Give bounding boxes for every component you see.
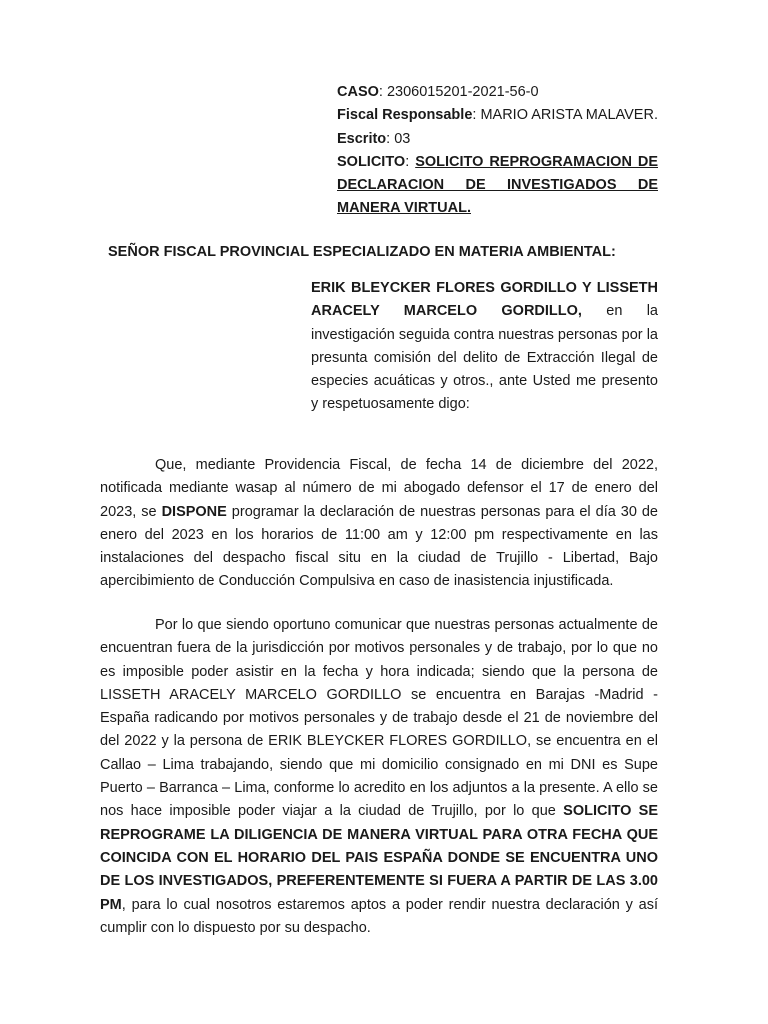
fiscal-value: : MARIO ARISTA MALAVER. bbox=[472, 107, 658, 124]
solicito-value: SOLICITO REPROGRAMACION DE DECLARACION DE INVESTIGADOS DE MANERA VIRTUAL. bbox=[337, 153, 658, 217]
petitioners-block bbox=[311, 277, 658, 417]
paragraph-1-text-a: Que, mediante Providencia Fiscal, de fecha 14 de diciembre del 2022, notificada mediante wasap al número de mi abogado defensor el 17 de enero del 2023, se bbox=[100, 457, 658, 520]
caso-label: CASO bbox=[337, 84, 379, 100]
paragraph-1 bbox=[100, 454, 658, 594]
escrito-label: Escrito bbox=[337, 130, 387, 147]
fiscal-label: Fiscal Responsable bbox=[337, 107, 473, 124]
paragraph-1-bold: DISPONE bbox=[161, 503, 227, 520]
case-header bbox=[337, 81, 658, 221]
caso-value: : 2306015201-2021-56-0 bbox=[378, 84, 539, 100]
solicito-line bbox=[337, 151, 658, 221]
paragraph-2-bold: SOLICITO SE REPROGRAME LA DILIGENCIA DE MANERA VIRTUAL PARA OTRA FECHA QUE COINCIDA CON EL HORARIO DEL PAIS ESPAÑA DONDE SE ENCUENTRA UNO DE LOS INVESTIGADOS, PREFERENTEMENTE SI FUERA A PARTIR DE LAS 3.00 PM bbox=[100, 803, 658, 913]
petitioner-names: ERIK BLEYCKER FLORES GORDILLO Y LISSETH ARACELY MARCELO GORDILLO, bbox=[311, 280, 658, 320]
paragraph-2 bbox=[100, 614, 658, 940]
paragraph-2-text-a: Por lo que siendo oportuno comunicar que nuestras personas actualmente de encuentran fuera de la jurisdicción por motivos personales y de trabajo, por lo que no es imposible poder asistir en la fecha y hora indicada; siendo que la persona de LISSETH ARACELY MARCELO GORDILLO se encuentra en Barajas -Madrid - España radicando por motivos personales y de trabajo desde el 21 de noviembre del del 2022 y la persona de ERIK BLEYCKER FLORES GORDILLO, se encuentra en el Callao – Lima trabajando, siendo que mi domicilio consignado en mi DNI es Supe Puerto – Barranca – Lima, conforme lo acredito en los adjuntos a la presente. A ello se nos hace imposible poder viajar a la ciudad de Trujillo, por lo que bbox=[100, 617, 658, 820]
escrito-line bbox=[337, 128, 658, 151]
petitioners-text: en la investigación seguida contra nuestras personas por la presunta comisión del delito de Extracción Ilegal de especies acuáticas y otros., ante Usted me presento y respetuosamente digo: bbox=[311, 303, 658, 413]
paragraph-2-text-b: , para lo cual nosotros estaremos aptos a poder rendir nuestra declaración y así cumplir con lo dispuesto por su despacho. bbox=[100, 896, 658, 936]
paragraph-1-text-b: programar la declaración de nuestras personas para el día 30 de enero del 2023 en los horarios de 11:00 am y 12:00 pm respectivamente en las instalaciones del despacho fiscal situ en la ciudad de Trujillo - Libertad, Bajo apercibimiento de Conducción Compulsiva en caso de inasistencia injustificada. bbox=[100, 503, 658, 590]
solicito-label: SOLICITO bbox=[337, 153, 406, 170]
escrito-value: : 03 bbox=[386, 130, 411, 147]
fiscal-line bbox=[337, 104, 658, 127]
solicito-sep: : bbox=[405, 153, 416, 170]
addressee-heading: SEÑOR FISCAL PROVINCIAL ESPECIALIZADO EN MATERIA AMBIENTAL: bbox=[108, 244, 616, 260]
case-number-line bbox=[337, 81, 658, 104]
